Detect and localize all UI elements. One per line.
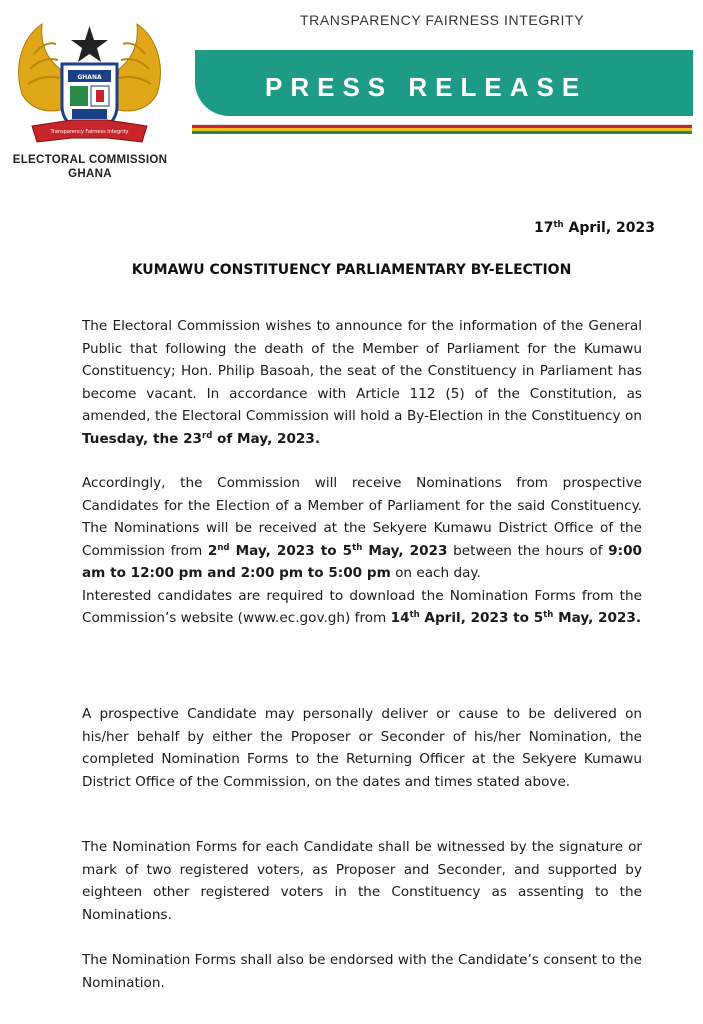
paragraph-2 [82, 472, 642, 630]
p2-range-start-sup: nd [217, 542, 230, 553]
p2-text4: Interested candidates are required to download the Nomination Forms from the Commission’s website (www.ec.gov.gh) from [82, 587, 642, 626]
paragraph-3: A prospective Candidate may personally deliver or cause to be delivered on his/her behalf by either the Proposer or Seconder of his/her Nomination, the completed Nomination Forms to the Returning Officer at the Sekyere Kumawu District Office of the Commission, on the dates and times stated above. [82, 706, 642, 790]
p1-election-date [82, 431, 320, 447]
org-name-line1: ELECTORAL COMMISSION [12, 154, 168, 166]
release-date-suffix: th [553, 220, 564, 230]
p2-dl-start-sup: th [409, 610, 420, 620]
p2-text1: Accordingly, the Commission will receive Nominations from prospective Candidates for the Election of a Member of Parliament for the said Constituency. The Nominations will be received at the Sekyere Kumawu District Office of the Commission from [82, 475, 642, 559]
p2-text3: on each day. [395, 565, 481, 581]
paragraph-4: The Nomination Forms for each Candidate shall be witnessed by the signature or mark of two registered voters, as Proposer and Seconder, and supported by eighteen other registered voters in the Constituency as assenting to the Nominations. [82, 839, 642, 923]
p2-dl-end: May, 2023. [558, 610, 642, 626]
p1-date-sup: rd [202, 430, 213, 441]
release-date [534, 220, 655, 236]
release-date-rest: April, 2023 [568, 220, 655, 236]
p2-range-end: May, 2023 [368, 542, 448, 559]
electoral-commission-crest-logo [12, 14, 167, 154]
p2-dl-end-sup: th [543, 610, 554, 620]
p1-date-a: Tuesday, the 23 [82, 430, 202, 447]
p2-dl-end-day: 5 [533, 610, 544, 626]
p1-date-b: of May, 2023. [217, 430, 320, 447]
p2-text2: between the hours of [453, 542, 603, 559]
paragraph-5: The Nomination Forms shall also be endorsed with the Candidate’s consent to the Nomination. [82, 952, 642, 991]
p2-range-mid: May, 2023 to 5 [235, 542, 353, 559]
crest-text: GHANA [77, 74, 102, 81]
release-heading: KUMAWU CONSTITUENCY PARLIAMENTARY BY-ELECTION [131, 262, 572, 278]
p1-text: The Electoral Commission wishes to announce for the information of the General Public that following the death of the Member of Parliament for the Kumawu Constituency; Hon. Philip Basoah, the seat of the Constituency in Parliament has become vacant. In accordance with Article 112 (5) of the Constitution, as amended, the Electoral Commission will hold a By-Election in the Constituency on [82, 318, 642, 424]
p2-download-range [391, 610, 641, 626]
motto: TRANSPARENCY FAIRNESS INTEGRITY [300, 12, 585, 28]
p2-dl-start-day: 14 [390, 610, 410, 626]
banner-title: PRESS RELEASE [265, 72, 588, 102]
org-name-line2: GHANA [68, 168, 112, 180]
p2-dl-mid: April, 2023 to [424, 610, 529, 626]
green-stripe [192, 131, 692, 134]
p2-range-start-day: 2 [207, 542, 218, 559]
paragraph-1 [82, 315, 642, 450]
crest-motto: Transparency Fairness Integrity [50, 129, 129, 135]
release-date-day: 17 [534, 220, 554, 236]
p2-nomination-range [208, 543, 448, 559]
p2-range-end-sup: th [352, 542, 363, 553]
p2-hours: 9:00 am to 12:00 pm and 2:00 pm to 5:00 pm [82, 542, 642, 581]
